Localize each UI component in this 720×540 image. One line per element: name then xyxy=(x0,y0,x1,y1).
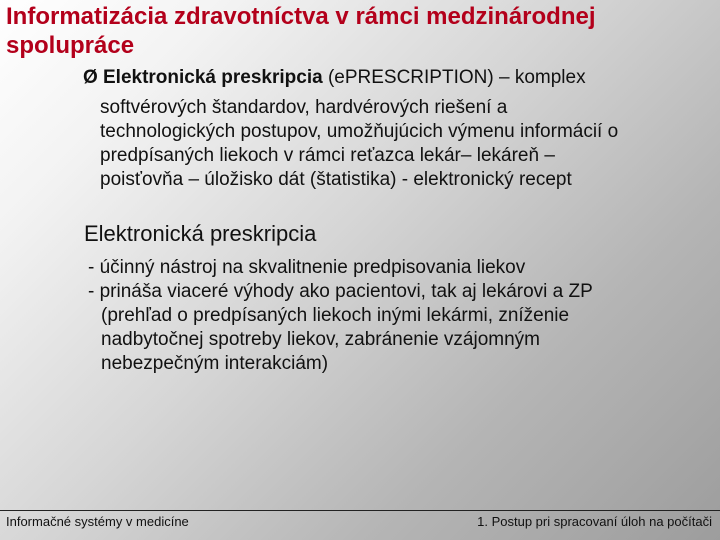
benefits-list xyxy=(88,256,708,376)
main-bullet xyxy=(83,66,713,90)
electronic-prescription-term: Elektronická preskripcia xyxy=(103,67,323,88)
slide-title-line-2: spolupráce xyxy=(6,32,135,59)
main-bullet-intro: (ePRESCRIPTION) – komplex xyxy=(322,67,586,88)
slide-title-line-1: Informatizácia zdravotníctva v rámci medzinárodnej xyxy=(6,3,596,30)
benefit-continuation-line: nebezpečným interakciám) xyxy=(101,353,329,374)
definition-line: poisťovňa – úložisko dát (štatistika) - elektronický recept xyxy=(100,169,572,190)
arrow-bullet-icon: Ø xyxy=(83,67,98,88)
footer-left-text: Informačné systémy v medicíne xyxy=(6,514,189,529)
slide-title xyxy=(6,2,706,60)
footer-right-text: 1. Postup pri spracovaní úloh na počítači xyxy=(477,514,712,529)
section-heading: Elektronická preskripcia xyxy=(84,221,317,246)
definition-line: technologických postupov, umožňujúcich výmenu informácií o xyxy=(100,121,619,142)
definition-line: predpísaných liekoch v rámci reťazca lekár– lekáreň – xyxy=(100,145,555,166)
benefit-continuation-line: (prehľad o predpísaných liekoch inými lekármi, zníženie xyxy=(101,305,570,326)
definition-text xyxy=(100,96,715,192)
definition-line: softvérových štandardov, hardvérových riešení a xyxy=(100,97,508,118)
footer-divider xyxy=(0,510,720,511)
benefit-line: - účinný nástroj na skvalitnenie predpisovania liekov xyxy=(88,257,526,278)
benefit-line: - prináša viaceré výhody ako pacientovi, tak aj lekárovi a ZP xyxy=(88,281,593,302)
benefit-continuation-line: nadbytočnej spotreby liekov, zabránenie vzájomným xyxy=(101,329,540,350)
